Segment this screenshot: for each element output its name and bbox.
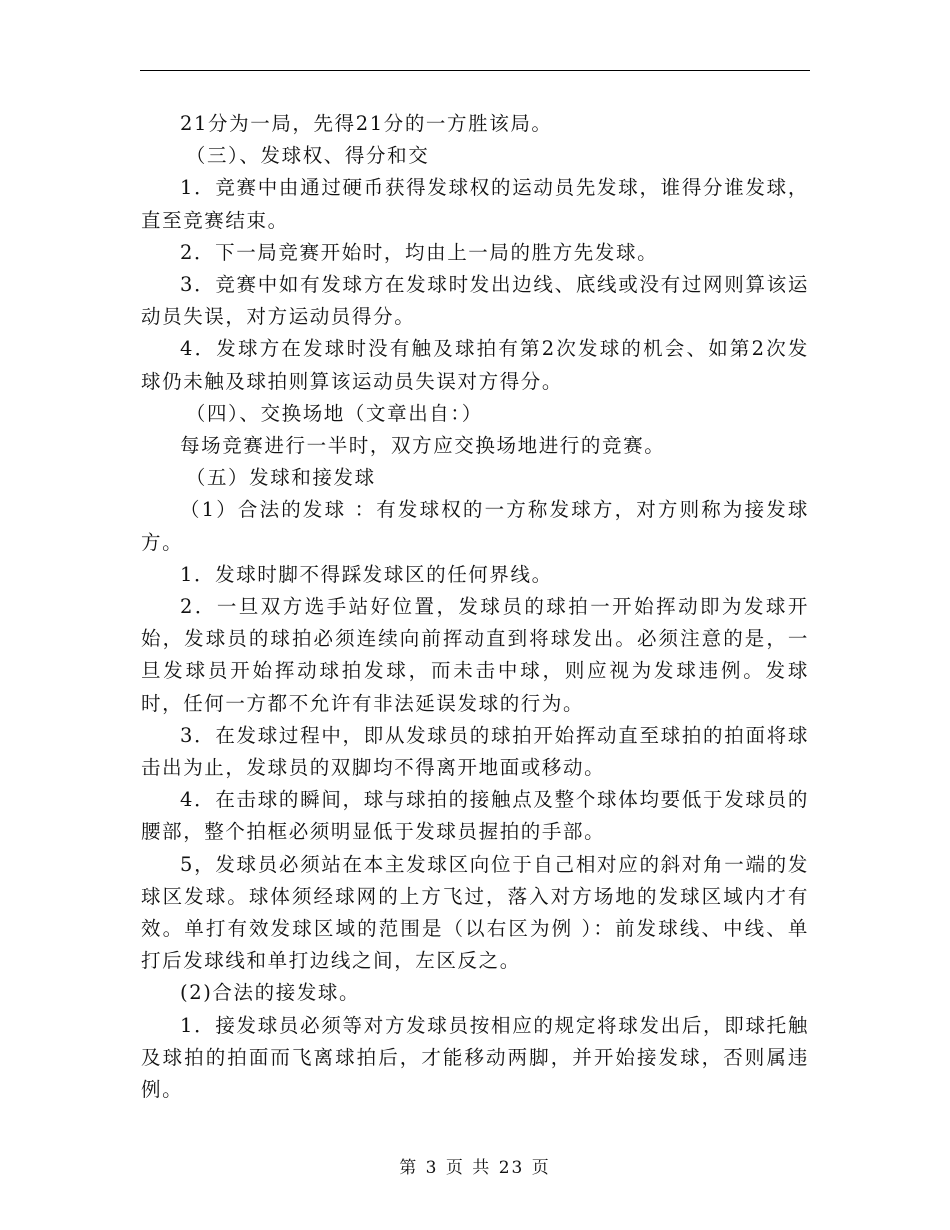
paragraph: 4．在击球的瞬间，球与球拍的接触点及整个球体均要低于发球员的腰部，整个拍框必须明显低于发球员握拍的手部。 <box>141 788 809 844</box>
section-heading: （五）发球和接发球 <box>185 466 376 490</box>
paragraph: (2)合法的接发球。 <box>180 981 361 1005</box>
paragraph: 2．一旦双方选手站好位置，发球员的球拍一开始挥动即为发球开始，发球员的球拍必须连续向前挥动直到将球发出。必须注意的是，一旦发球员开始挥动球拍发球，而未击中球，则应视为发球违例。发球时，任何一方都不允许有非法延误发球的行为。 <box>141 595 809 715</box>
paragraph: （1）合法的发球 ：有发球权的一方称发球方，对方则称为接发球方。 <box>141 498 809 554</box>
section-heading: （四）、交换场地（文章出自：） <box>185 401 483 425</box>
paragraph: 4．发球方在发球时没有触及球拍有第2次发球的机会、如第2次发球仍未触及球拍则算该运动员失误对方得分。 <box>141 337 809 393</box>
paragraph: 每场竞赛进行一半时，双方应交换场地进行的竞赛。 <box>180 434 666 458</box>
paragraph: 2．下一局竞赛开始时，均由上一局的胜方先发球。 <box>180 240 659 264</box>
paragraph: 1．发球时脚不得踩发球区的任何界线。 <box>180 562 553 586</box>
document-body <box>141 108 809 1106</box>
paragraph: 1．竞赛中由通过硬币获得发球权的运动员先发球，谁得分谁发球，直至竞赛结束。 <box>141 176 809 232</box>
paragraph: 1．接发球员必须等对方发球员按相应的规定将球发出后，即球托触及球拍的拍面而飞离球拍后，才能移动两脚，并开始接发球，否则属违例。 <box>141 1013 809 1102</box>
page-number: 第 3 页 共 23 页 <box>399 1158 551 1178</box>
section-heading: （三）、发球权、得分和交 <box>185 144 430 168</box>
header-rule <box>140 70 810 71</box>
paragraph: 3．在发球过程中，即从发球员的球拍开始挥动直至球拍的拍面将球击出为止，发球员的双脚均不得离开地面或移动。 <box>141 723 809 780</box>
paragraph: 21分为一局，先得21分的一方胜该局。 <box>180 112 553 135</box>
paragraph: 5，发球员必须站在本主发球区向位于自己相对应的斜对角一端的发球区发球。球体须经球网的上方飞过，落入对方场地的发球区域内才有效。单打有效发球区域的范围是（以右区为例 ）：前发球线、中线、单打后发球线和单打边线之间，左区反之。 <box>141 852 809 973</box>
paragraph: 3．竞赛中如有发球方在发球时发出边线、底线或没有过网则算该运动员失误，对方运动员得分。 <box>141 273 809 329</box>
